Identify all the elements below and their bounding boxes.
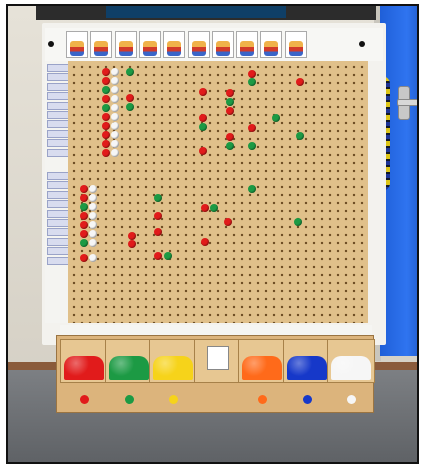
red-peg (199, 114, 207, 122)
child-picture-icon (94, 41, 108, 56)
red-peg (226, 107, 234, 115)
green-peg (154, 194, 162, 202)
name-tag (47, 139, 69, 147)
white-pegs-pile (331, 356, 371, 380)
red-peg (154, 228, 162, 236)
green-peg (102, 104, 110, 112)
name-tag (47, 247, 69, 255)
screw-dot (359, 41, 365, 47)
white-peg (89, 230, 97, 238)
green-peg (199, 123, 207, 131)
yellow-pegs-pile (153, 356, 193, 380)
green-peg (226, 142, 234, 150)
red-peg (226, 89, 234, 97)
door-handle-icon (398, 86, 410, 120)
cabinet-top (36, 6, 376, 20)
green-peg (164, 252, 172, 260)
green-peg (80, 203, 88, 211)
white-peg (89, 185, 97, 193)
name-tag (47, 92, 69, 100)
name-tag (47, 83, 69, 91)
green-peg (126, 103, 134, 111)
picture-card (285, 31, 307, 58)
red-peg (199, 88, 207, 96)
green-peg (294, 218, 302, 226)
white-peg (111, 86, 119, 94)
picture-card (115, 31, 137, 58)
peg-bin-blue (283, 339, 331, 383)
picture-card (236, 31, 258, 58)
white-peg (89, 221, 97, 229)
yellow-knob (169, 395, 178, 404)
white-peg (89, 194, 97, 202)
picture-card (260, 31, 282, 58)
picture-card (212, 31, 234, 58)
green-peg (272, 114, 280, 122)
red-peg (102, 140, 110, 148)
name-tag (47, 219, 69, 227)
red-peg (102, 131, 110, 139)
red-peg (201, 204, 209, 212)
red-peg (102, 68, 110, 76)
peg-bin-picture (194, 339, 242, 383)
green-peg (248, 142, 256, 150)
name-tag (47, 228, 69, 236)
picture-card (163, 31, 185, 58)
name-tag (47, 130, 69, 138)
name-tag (47, 120, 69, 128)
red-pegs-pile (64, 356, 104, 380)
red-peg (296, 78, 304, 86)
red-peg (126, 94, 134, 102)
white-knob (347, 395, 356, 404)
white-peg (111, 104, 119, 112)
screw-dot (48, 41, 54, 47)
white-peg (111, 131, 119, 139)
peg-bin-orange (238, 339, 286, 383)
orange-knob (258, 395, 267, 404)
red-peg (80, 212, 88, 220)
red-peg (102, 122, 110, 130)
peg-bin-red (60, 339, 108, 383)
green-peg (126, 68, 134, 76)
red-peg (128, 232, 136, 240)
name-tag (47, 102, 69, 110)
red-peg (154, 212, 162, 220)
child-picture-icon (240, 41, 254, 56)
green-peg (248, 185, 256, 193)
photo-frame (6, 4, 419, 464)
name-tag (47, 210, 69, 218)
child-picture-icon (216, 41, 230, 56)
child-picture-icon (167, 41, 181, 56)
red-peg (199, 147, 207, 155)
blue-pegs-pile (287, 356, 327, 380)
red-peg (224, 218, 232, 226)
peg-bin-yellow (149, 339, 197, 383)
white-peg (111, 68, 119, 76)
picture-card (90, 31, 112, 58)
name-tag (47, 181, 69, 189)
name-tag (47, 73, 69, 81)
green-peg (248, 78, 256, 86)
red-peg (128, 240, 136, 248)
green-peg (80, 239, 88, 247)
red-peg (102, 77, 110, 85)
green-pegs-pile (109, 356, 149, 380)
child-picture-icon (207, 346, 229, 370)
name-tag (47, 111, 69, 119)
child-picture-icon (264, 41, 278, 56)
white-peg (89, 254, 97, 262)
orange-pegs-pile (242, 356, 282, 380)
name-tag (47, 257, 69, 265)
peg-bin-green (105, 339, 153, 383)
child-picture-icon (289, 41, 303, 56)
red-knob (80, 395, 89, 404)
white-peg (111, 77, 119, 85)
red-peg (102, 95, 110, 103)
white-peg (89, 239, 97, 247)
white-peg (111, 113, 119, 121)
blue-knob (303, 395, 312, 404)
red-peg (80, 254, 88, 262)
name-tag (47, 200, 69, 208)
peg-bin-white (327, 339, 375, 383)
red-peg (102, 113, 110, 121)
white-peg (89, 212, 97, 220)
red-peg (226, 133, 234, 141)
red-peg (80, 230, 88, 238)
red-peg (80, 185, 88, 193)
white-peg (111, 95, 119, 103)
white-peg (111, 140, 119, 148)
name-tag (47, 191, 69, 199)
green-peg (226, 98, 234, 106)
red-peg (248, 124, 256, 132)
child-picture-icon (192, 41, 206, 56)
red-peg (80, 194, 88, 202)
white-peg (89, 203, 97, 211)
green-peg (210, 204, 218, 212)
child-picture-icon (143, 41, 157, 56)
green-peg (102, 86, 110, 94)
picture-card (66, 31, 88, 58)
red-peg (248, 70, 256, 78)
red-peg (154, 252, 162, 260)
name-tag (47, 172, 69, 180)
white-peg (111, 122, 119, 130)
picture-card (139, 31, 161, 58)
name-tag (47, 238, 69, 246)
name-tag (47, 149, 69, 157)
green-knob (125, 395, 134, 404)
red-peg (102, 149, 110, 157)
red-peg (80, 221, 88, 229)
green-peg (296, 132, 304, 140)
name-tag (47, 64, 69, 72)
child-picture-icon (70, 41, 84, 56)
red-peg (201, 238, 209, 246)
white-peg (111, 149, 119, 157)
child-picture-icon (119, 41, 133, 56)
picture-card (188, 31, 210, 58)
